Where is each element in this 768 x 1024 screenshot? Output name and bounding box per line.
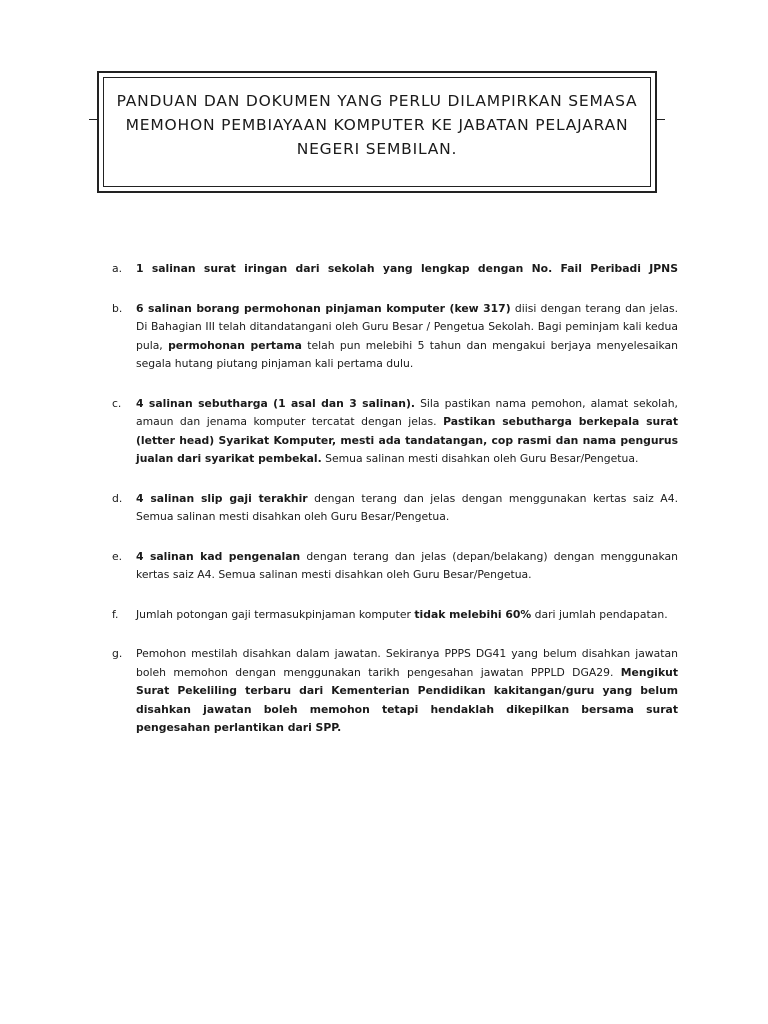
item-b-text-2: telah pun melebihi 5 tahun dan mengakui berjaya menyelesaikan segala hutang piutang pinjaman kali pertama dulu.	[136, 338, 678, 370]
item-c-bold-1: 4 salinan sebutharga (1 asal dan 3 salinan).	[136, 396, 415, 410]
list-item-text	[136, 300, 678, 374]
item-e-bold-1: 4 salinan kad pengenalan	[136, 549, 301, 563]
list-item-text	[136, 490, 678, 527]
item-f-text-2: dari jumlah pendapatan.	[531, 607, 668, 621]
item-d-text-1: dengan terang dan jelas dengan menggunakan kertas saiz A4. Semua salinan mesti disahkan oleh Guru Besar/Pengetua.	[136, 491, 678, 523]
item-d-bold-1: 4 salinan slip gaji terakhir	[136, 491, 308, 505]
page-title	[117, 89, 638, 161]
title-box-inner	[103, 77, 651, 187]
title-line-1: PANDUAN DAN DOKUMEN YANG PERLU DILAMPIRKAN SEMASA	[116, 92, 638, 110]
list-marker: d.	[112, 491, 123, 505]
item-g-bold-1: Mengikut Surat Pekeliling terbaru dari Kementerian Pendidikan kakitangan/guru yang belum disahkan jawatan boleh memohon tetapi hendaklah dikepilkan bersama surat pengesahan perlantikan dari SPP.	[136, 665, 678, 734]
list-item-b	[112, 300, 678, 374]
list-item-text	[136, 395, 678, 469]
requirements-list	[112, 260, 678, 759]
title-line-3: NEGERI SEMBILAN.	[296, 140, 458, 158]
title-line-2: MEMOHON PEMBIAYAAN KOMPUTER KE JABATAN PELAJARAN	[125, 116, 629, 134]
list-item-text	[136, 260, 678, 279]
title-box	[97, 71, 657, 193]
list-item-text	[136, 548, 678, 585]
list-item-text	[136, 645, 678, 738]
list-item-text	[136, 606, 678, 625]
list-item-a	[112, 260, 678, 279]
item-g-text-1: Pemohon mestilah disahkan dalam jawatan. Sekiranya PPPS DG41 yang belum disahkan jawatan boleh memohon dengan menggunakan tarikh pengesahan jawatan PPPLD DGA29.	[136, 647, 678, 679]
title-box-left-tick	[89, 119, 99, 120]
item-b-text-1: diisi dengan terang dan jelas. Di Bahagian III telah ditandatangani oleh Guru Besar / Pengetua Sekolah. Bagi peminjam kali kedua pula,	[136, 301, 679, 352]
list-marker: a.	[112, 262, 123, 275]
list-item-e	[112, 548, 678, 585]
list-marker: e.	[112, 549, 123, 563]
item-b-bold-1: 6 salinan borang permohonan pinjaman komputer (kew 317)	[136, 301, 511, 315]
item-f-bold-1: tidak melebihi 60%	[414, 607, 532, 621]
list-item-f	[112, 606, 678, 625]
list-marker: b.	[112, 301, 123, 315]
item-f-text-1: Jumlah potongan gaji termasukpinjaman komputer	[136, 607, 415, 621]
item-b-bold-2: permohonan pertama	[168, 338, 302, 352]
item-a-bold-text: 1 salinan surat iringan dari sekolah yang lengkap dengan No. Fail Peribadi JPNS	[136, 262, 678, 275]
list-item-c	[112, 395, 678, 469]
list-marker: g.	[112, 647, 123, 660]
list-item-d	[112, 490, 678, 527]
item-c-text-1: Sila pastikan nama pemohon, alamat sekolah, amaun dan jenama komputer tercatat dengan jelas.	[136, 396, 678, 428]
item-e-text-1: dengan terang dan jelas (depan/belakang) dengan menggunakan kertas saiz A4. Semua salinan mesti disahkan oleh Guru Besar/Pengetua.	[136, 549, 678, 581]
title-box-right-tick	[655, 119, 665, 120]
list-marker: c.	[112, 396, 122, 410]
item-c-text-2: Semua salinan mesti disahkan oleh Guru Besar/Pengetua.	[321, 452, 639, 465]
list-item-g	[112, 645, 678, 738]
list-marker: f.	[112, 607, 119, 621]
item-c-bold-2: Pastikan sebutharga berkepala surat (letter head) Syarikat Komputer, mesti ada tandatangan, cop rasmi dan nama pengurus jualan dari syarikat pembekal.	[136, 415, 678, 465]
